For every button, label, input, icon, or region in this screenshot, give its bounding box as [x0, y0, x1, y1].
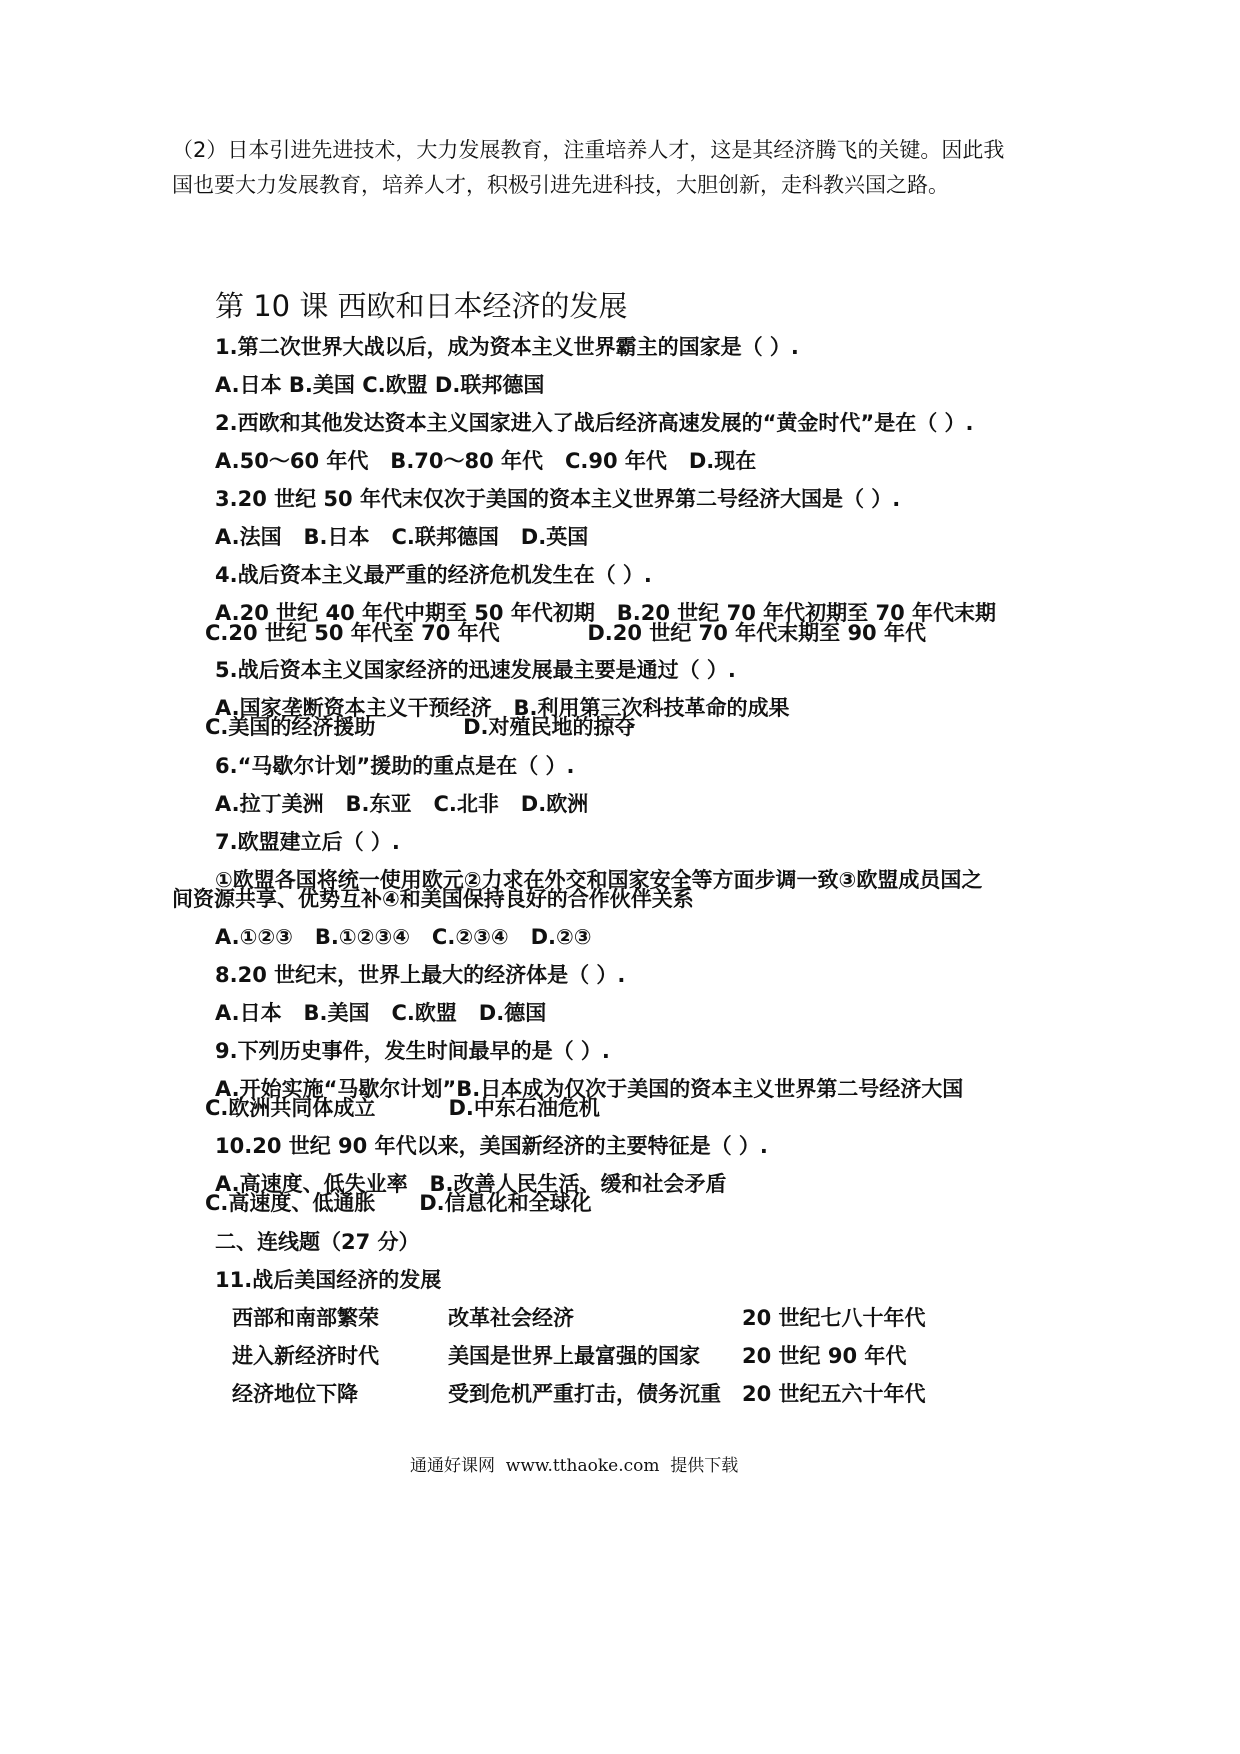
question-7-options: A.①②③ B.①②③④ C.②③④ D.②③: [215, 925, 592, 949]
match-middle-2: 美国是世界上最富强的国家: [448, 1344, 700, 1368]
question-9: 9.下列历史事件，发生时间最早的是（ ）.: [215, 1039, 610, 1063]
question-10: 10.20 世纪 90 年代以来，美国新经济的主要特征是（ ）.: [215, 1134, 768, 1158]
intro-line-1: （2）日本引进先进技术，大力发展教育，注重培养人才，这是其经济腾飞的关键。因此我: [172, 138, 1005, 162]
question-7: 7.欧盟建立后（ ）.: [215, 830, 400, 854]
question-8-options: A.日本 B.美国 C.欧盟 D.德国: [215, 1001, 547, 1025]
section-2-heading: 二、连线题（27 分）: [215, 1230, 420, 1254]
question-3: 3.20 世纪 50 年代末仅次于美国的资本主义世界第二号经济大国是（ ）.: [215, 487, 901, 511]
footer-source: 通通好课网 www.tthaoke.com 提供下载: [410, 1456, 739, 1476]
lesson-title: 第 10 课 西欧和日本经济的发展: [215, 289, 628, 323]
question-9-options-cd: C.欧洲共同体成立 D.中东石油危机: [205, 1096, 600, 1120]
match-middle-1: 改革社会经济: [448, 1306, 574, 1330]
question-10-options-cd: C.高速度、低通胀 D.信息化和全球化: [205, 1191, 592, 1215]
match-left-3: 经济地位下降: [232, 1382, 358, 1406]
question-9-options-ab: A.开始实施“马歇尔计划”B.日本成为仅次于美国的资本主义世界第二号经济大国: [215, 1077, 964, 1101]
question-1-options: A.日本 B.美国 C.欧盟 D.联邦德国: [215, 373, 545, 397]
question-3-options: A.法国 B.日本 C.联邦德国 D.英国: [215, 525, 589, 549]
question-10-options-ab: A.高速度、低失业率 B.改善人民生活、缓和社会矛盾: [215, 1172, 727, 1196]
match-left-1: 西部和南部繁荣: [232, 1306, 379, 1330]
question-2: 2.西欧和其他发达资本主义国家进入了战后经济高速发展的“黄金时代”是在（ ）.: [215, 411, 974, 435]
question-5-options-cd: C.美国的经济援助 D.对殖民地的掠夺: [205, 715, 636, 739]
question-11: 11.战后美国经济的发展: [215, 1268, 442, 1292]
question-1: 1.第二次世界大战以后，成为资本主义世界霸主的国家是（ ）.: [215, 335, 799, 359]
match-right-1: 20 世纪七八十年代: [742, 1306, 926, 1330]
question-2-options: A.50～60 年代 B.70～80 年代 C.90 年代 D.现在: [215, 449, 757, 473]
question-7-statement-line-2: 间资源共享、优势互补④和美国保持良好的合作伙伴关系: [172, 887, 694, 911]
question-5: 5.战后资本主义国家经济的迅速发展最主要是通过（ ）.: [215, 658, 736, 682]
match-middle-3: 受到危机严重打击，债务沉重: [448, 1382, 721, 1406]
question-7-statement-line-1: ①欧盟各国将统一使用欧元②力求在外交和国家安全等方面步调一致③欧盟成员国之: [215, 868, 983, 892]
question-6-options: A.拉丁美洲 B.东亚 C.北非 D.欧洲: [215, 792, 589, 816]
match-left-2: 进入新经济时代: [232, 1344, 379, 1368]
intro-line-2: 国也要大力发展教育，培养人才，积极引进先进科技，大胆创新，走科教兴国之路。: [172, 173, 949, 197]
question-4: 4.战后资本主义最严重的经济危机发生在（ ）.: [215, 563, 652, 587]
question-6: 6.“马歇尔计划”援助的重点是在（ ）.: [215, 754, 575, 778]
question-4-options-cd: C.20 世纪 50 年代至 70 年代 D.20 世纪 70 年代末期至 90 年代: [205, 621, 926, 645]
question-8: 8.20 世纪末，世界上最大的经济体是（ ）.: [215, 963, 626, 987]
question-4-options-ab: A.20 世纪 40 年代中期至 50 年代初期 B.20 世纪 70 年代初期至 70 年代末期: [215, 601, 996, 625]
match-right-3: 20 世纪五六十年代: [742, 1382, 926, 1406]
match-right-2: 20 世纪 90 年代: [742, 1344, 907, 1368]
question-5-options-ab: A.国家垄断资本主义干预经济 B.利用第三次科技革命的成果: [215, 696, 790, 720]
